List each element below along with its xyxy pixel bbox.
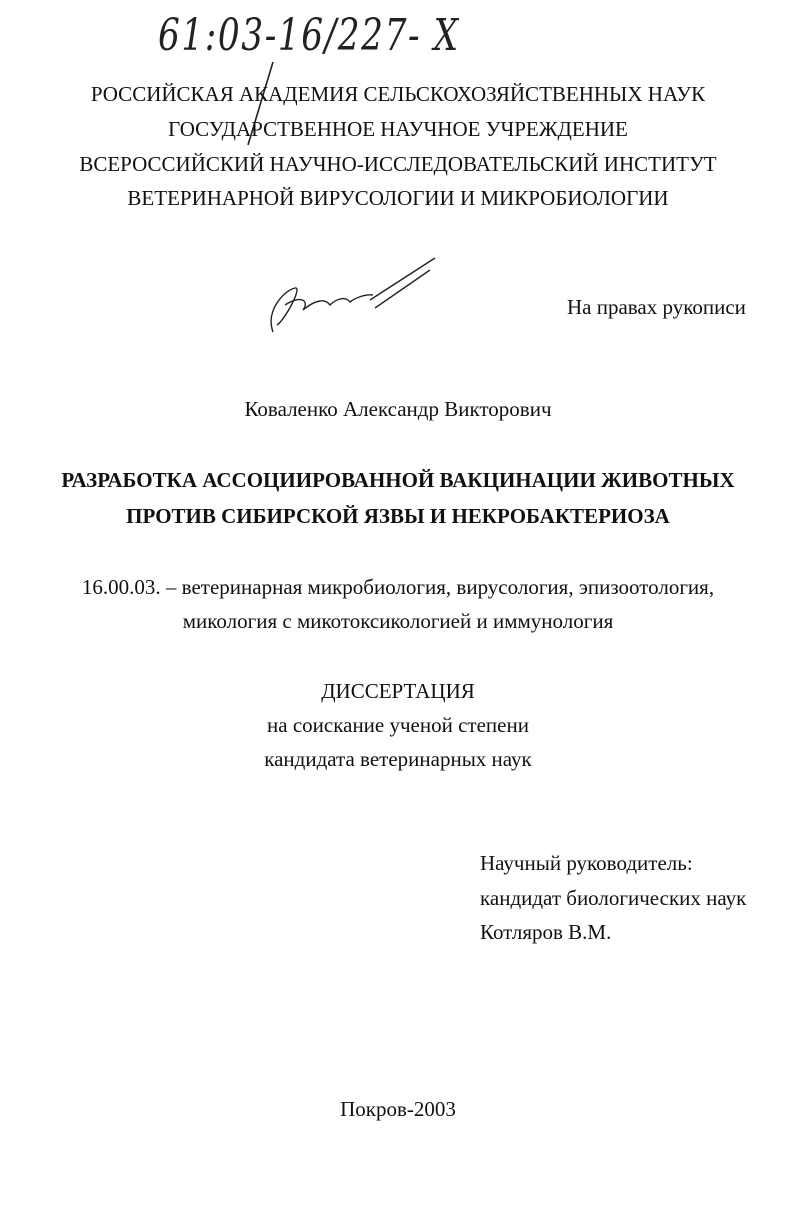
institution-line-1: РОССИЙСКАЯ АКАДЕМИЯ СЕЛЬСКОХОЗЯЙСТВЕННЫХ НАУК [90,82,706,106]
handwritten-archive-number: 61:03-16/227- X [158,10,460,61]
degree-line-2: на соискание ученой степени [267,713,529,737]
degree-type: ДИССЕРТАЦИЯ [321,679,475,703]
institution-line-4: ВЕТЕРИНАРНОЙ ВИРУСОЛОГИИ И МИКРОБИОЛОГИИ [127,186,669,210]
degree-line-3: кандидата ветеринарных наук [264,747,532,771]
institution-line-2: ГОСУДАРСТВЕННОЕ НАУЧНОЕ УЧРЕЖДЕНИЕ [168,117,628,141]
supervisor-degree: кандидат биологических наук [480,886,747,910]
author-name: Коваленко Александр Викторович [244,397,552,421]
thesis-title-line-1: РАЗРАБОТКА АССОЦИИРОВАННОЙ ВАКЦИНАЦИИ ЖИВОТНЫХ [61,468,735,492]
author-signature [255,250,445,345]
supervisor-name: Котляров В.М. [480,920,612,944]
specialty-line-1: 16.00.03. – ветеринарная микробиология, вирусология, эпизоотология, [81,575,715,599]
specialty-line-2: микология с микотоксикологией и иммунология [182,609,614,633]
institution-line-3: ВСЕРОССИЙСКИЙ НАУЧНО-ИССЛЕДОВАТЕЛЬСКИЙ ИНСТИТУТ [79,152,717,176]
supervisor-label: Научный руководитель: [480,851,693,875]
thesis-title-line-2: ПРОТИВ СИБИРСКОЙ ЯЗВЫ И НЕКРОБАКТЕРИОЗА [126,504,670,528]
manuscript-rights: На правах рукописи [567,295,746,319]
place-year: Покров-2003 [340,1097,456,1121]
